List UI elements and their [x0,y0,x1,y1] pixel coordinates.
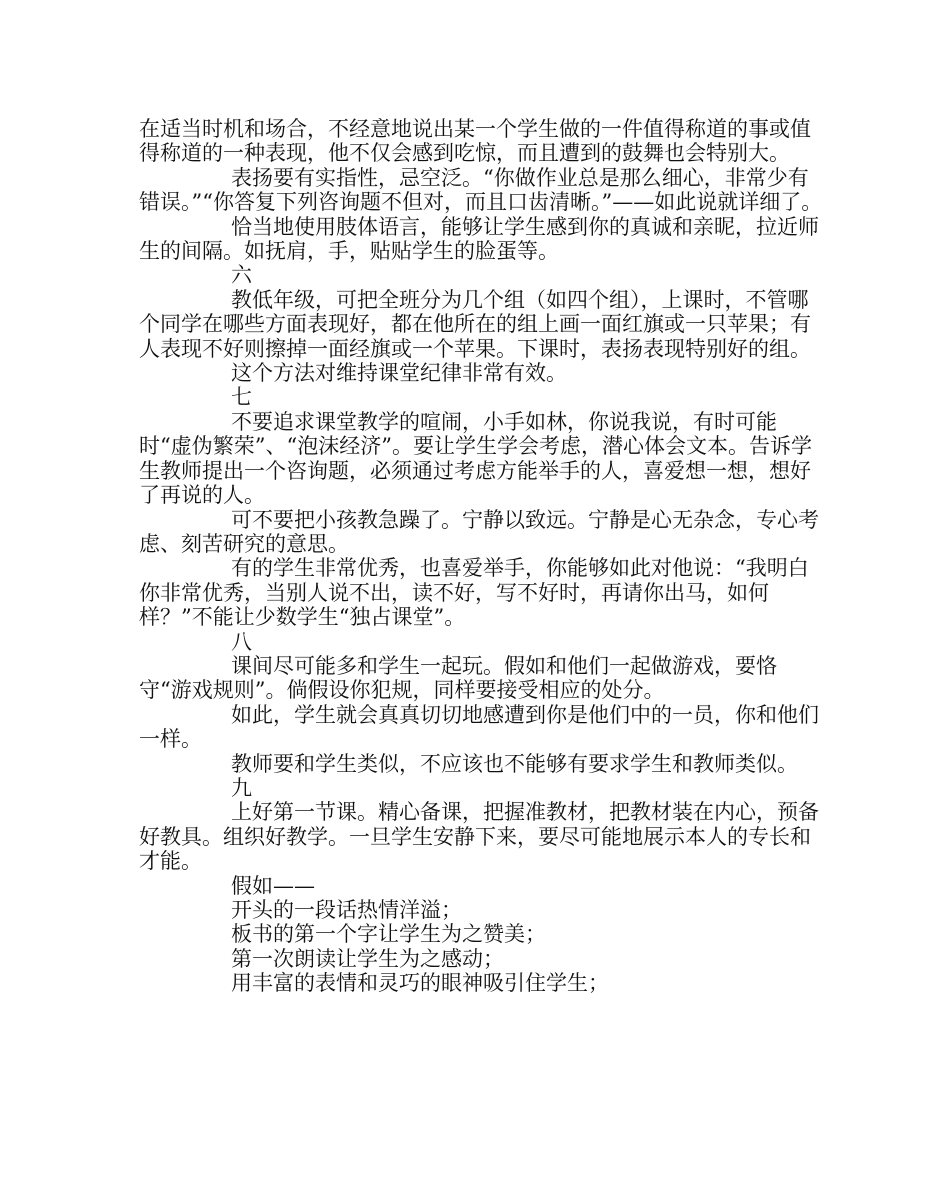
paragraph: 有的学生非常优秀，也喜爱举手，你能够如此对他说：“我明白你非常优秀，当别人说不出，读不好，写不好时，再请你出马，如何样？”不能让少数学生“独占课堂”。 [139,556,809,630]
paragraph: 上好第一节课。精心备课，把握准教材，把教材装在内心，预备好教具。组织好教学。一旦学生安静下来，要尽可能地展示本人的专长和才能。 [139,800,819,874]
paragraph: 在适当时机和场合，不经意地说出某一个学生做的一件值得称道的事或值得称道的一种表现，他不仅会感到吃惊，而且遭到的鼓舞也会特别大。 [139,117,811,166]
paragraph: 表扬要有实指性，忌空泛。“你做作业总是那么细心，非常少有错误。”“你答复下列咨询题不但对，而且口齿清晰。”——如此说就详细了。 [139,165,823,215]
list-item: 用丰富的表情和灵巧的眼神吸引住学生； [231,971,609,996]
section-number: 六 [231,263,252,288]
section-number: 九 [231,775,252,800]
paragraph: 这个方法对维持课堂纪律非常有效。 [231,361,567,386]
paragraph: 如此，学生就会真真切切地感遭到你是他们中的一员，你和他们一样。 [139,702,819,752]
paragraph: 恰当地使用肢体语言，能够让学生感到你的真诚和亲昵，拉近师生的间隔。如抚肩，手，贴贴学生的脸蛋等。 [139,214,819,264]
paragraph: 可不要把小孩教急躁了。宁静以致远。宁静是心无杂念，专心考虑、刻苦研究的意思。 [139,507,819,556]
paragraph: 课间尽可能多和学生一起玩。假如和他们一起做游戏，要恪守“游戏规则”。倘假设你犯规，同样要接受相应的处分。 [139,653,777,703]
paragraph: 假如—— [231,873,315,898]
section-number: 八 [231,629,252,654]
paragraph: 不要追求课堂教学的喧闹，小手如林，你说我说，有时可能时“虚伪繁荣”、“泡沫经济”。要让学生学会考虑，潜心体会文本。告诉学生教师提出一个咨询题，必须通过考虑方能举手的人，喜爱想一想，想好了再说的人。 [139,409,812,508]
section-number: 七 [231,385,252,410]
paragraph: 教低年级，可把全班分为几个组（如四个组），上课时，不管哪个同学在哪些方面表现好，都在他所在的组上画一面红旗或一只苹果；有人表现不好则擦掉一面经旗或一个苹果。下课时，表扬表现特别好的组。 [139,287,811,361]
document-body [139,117,823,996]
list-item: 开头的一段话热情洋溢； [231,898,462,922]
list-item: 第一次朗读让学生为之感动； [231,946,504,971]
paragraph: 教师要和学生类似，不应该也不能够有要求学生和教师类似。 [231,751,798,776]
list-item: 板书的第一个字让学生为之赞美； [231,922,546,947]
